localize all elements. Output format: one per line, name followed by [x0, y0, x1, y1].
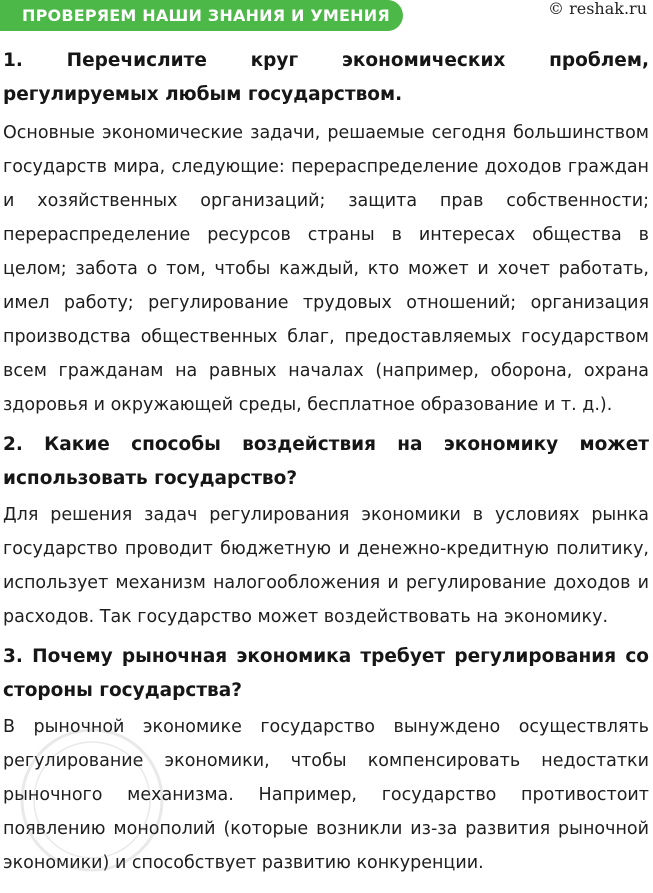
answer-2: Для решения задач регулирования экономики в условиях рынка государство проводит бюджетную и денежно-кредитную политику, использует механизм налогообложения и регулирование доходов и расходов. Так государство может воздействовать на экономику. — [3, 505, 649, 627]
question-1: 1. Перечислите круг экономических проблем, регулируемых любым государством. — [3, 50, 649, 105]
qa-content — [3, 44, 649, 886]
copyright-label: © reshak.ru — [548, 0, 647, 18]
question-2: 2. Какие способы воздействия на экономику может использовать государство? — [3, 434, 649, 489]
answer-1: Основные экономические задачи, решаемые сегодня большинством государств мира, следующие: перераспределение доходов граждан и хозяйственных организаций; защита прав собственности; перераспределение ресурсов страны в интересах общества в целом; забота о том, чтобы каждый, кто может и хочет работать, имел работу; регулирование трудовых отношений; организация производства общественных благ, предоставляемых государством всем гражданам на равных началах (например, оборона, охрана здоровья и окружающей среды, бесплатное образование и т. д.). — [3, 123, 649, 415]
question-3: 3. Почему рыночная экономика требует регулирования со стороны государства? — [3, 646, 649, 701]
answer-3: В рыночной экономике государство вынуждено осуществлять регулирование экономики, чтобы компенсировать недостатки рыночного механизма. Например, государство противостоит появлению монополий (которые возникли из-за развития рыночной экономики) и способствует развитию конкуренции. — [3, 717, 649, 873]
section-banner-title: ПРОВЕРЯЕМ НАШИ ЗНАНИЯ И УМЕНИЯ — [22, 6, 390, 25]
section-banner — [0, 0, 403, 31]
